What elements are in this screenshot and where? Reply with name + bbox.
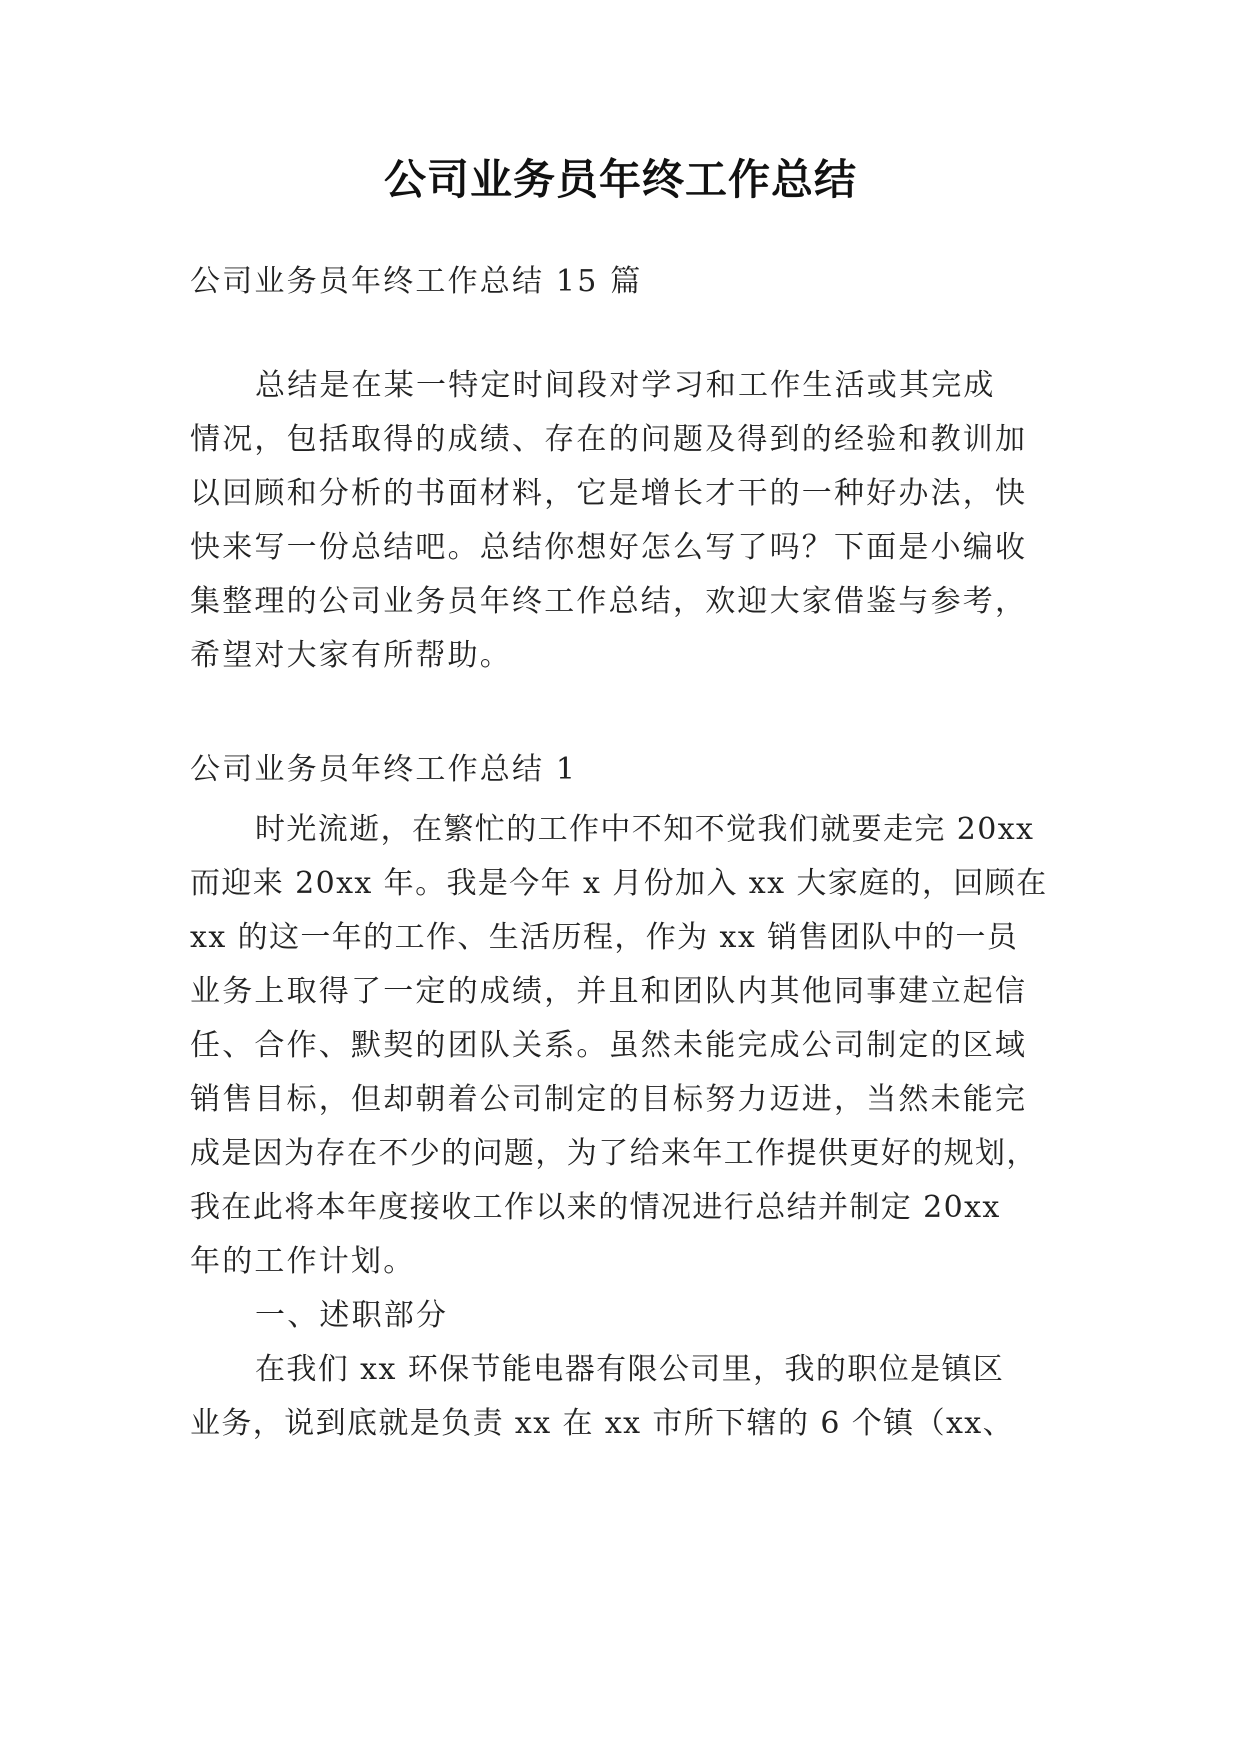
section-paragraph-line: 我在此将本年度接收工作以来的情况进行总结并制定 20xx xyxy=(190,1190,1001,1225)
section-paragraph-line: 成是因为存在不少的问题，为了给来年工作提供更好的规划， xyxy=(190,1136,1038,1171)
section-heading: 公司业务员年终工作总结 1 xyxy=(190,752,578,787)
subsection-heading: 一、述职部分 xyxy=(255,1298,449,1333)
subsection-paragraph-line: 业务，说到底就是负责 xx 在 xx 市所下辖的 6 个镇（xx、 xyxy=(190,1406,1015,1441)
section-paragraph-line: 时光流逝，在繁忙的工作中不知不觉我们就要走完 20xx xyxy=(255,812,1035,847)
intro-paragraph-line: 希望对大家有所帮助。 xyxy=(190,638,512,673)
section-paragraph-line: 业务上取得了一定的成绩，并且和团队内其他同事建立起信 xyxy=(190,974,1028,1009)
subsection-paragraph-line: 在我们 xx 环保节能电器有限公司里，我的职位是镇区 xyxy=(255,1352,1005,1387)
document-title: 公司业务员年终工作总结 xyxy=(383,155,857,204)
intro-paragraph-line: 以回顾和分析的书面材料，它是增长才干的一种好办法，快 xyxy=(190,476,1028,511)
section-paragraph-line: xx 的这一年的工作、生活历程，作为 xx 销售团队中的一员 xyxy=(190,920,1019,955)
intro-paragraph-line: 总结是在某一特定时间段对学习和工作生活或其完成 xyxy=(255,368,996,403)
document-subtitle: 公司业务员年终工作总结 15 篇 xyxy=(190,264,643,299)
section-paragraph-line: 销售目标，但却朝着公司制定的目标努力迈进，当然未能完 xyxy=(190,1082,1028,1117)
intro-paragraph-line: 情况，包括取得的成绩、存在的问题及得到的经验和教训加 xyxy=(190,422,1028,457)
intro-paragraph-line: 快来写一份总结吧。总结你想好怎么写了吗？下面是小编收 xyxy=(190,530,1028,565)
intro-paragraph-line: 集整理的公司业务员年终工作总结，欢迎大家借鉴与参考， xyxy=(190,584,1028,619)
section-paragraph-line: 任、合作、默契的团队关系。虽然未能完成公司制定的区域 xyxy=(190,1028,1028,1063)
section-paragraph-line: 年的工作计划。 xyxy=(190,1244,416,1279)
section-paragraph-line: 而迎来 20xx 年。我是今年 x 月份加入 xx 大家庭的，回顾在 xyxy=(190,866,1048,901)
